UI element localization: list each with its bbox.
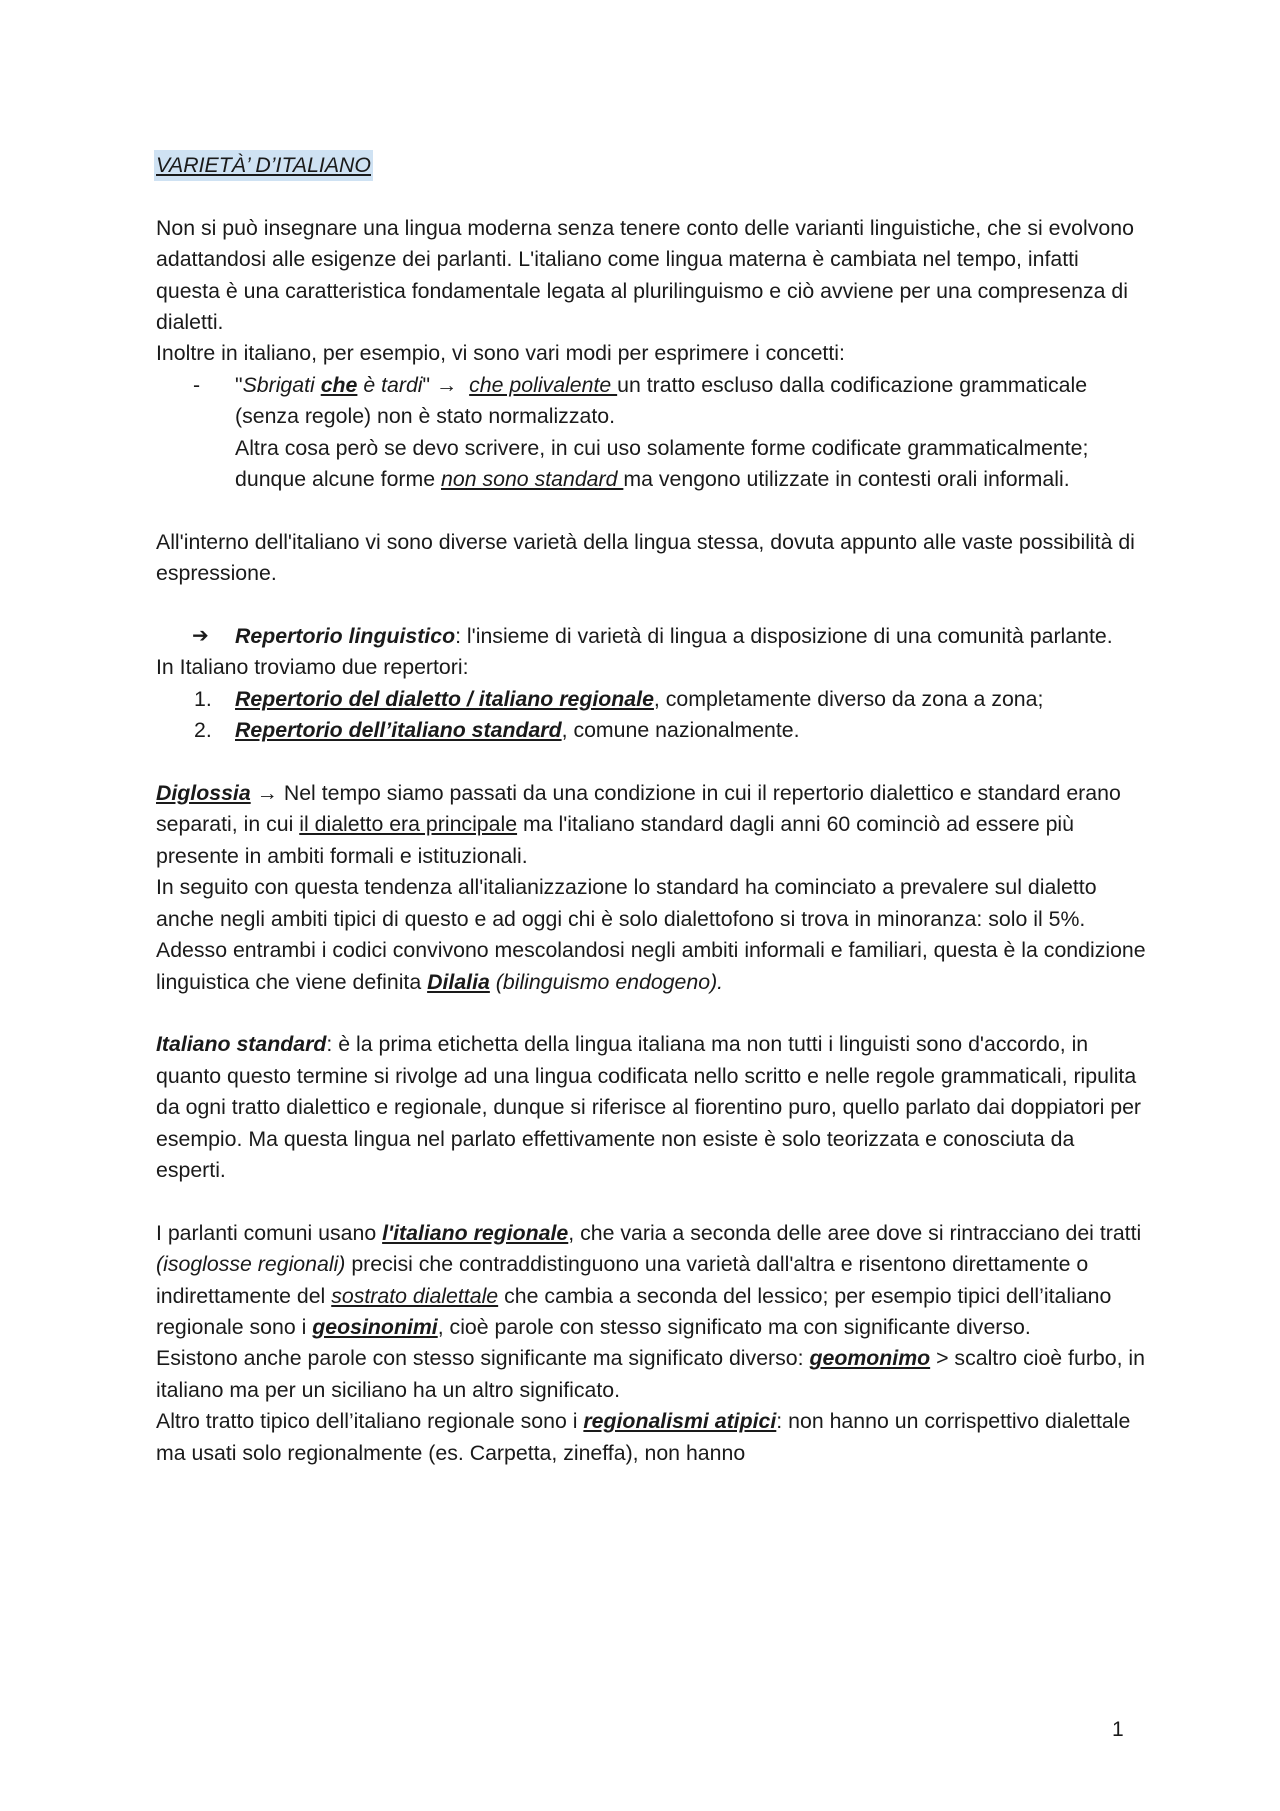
che-polivalente-term: che polivalente (469, 372, 618, 397)
standard-paragraph: Italiano standard: è la prima etichetta della lingua italiana ma non tutti i linguisti sono d'accordo, in quanto questo termine si rivolge ad una lingua codificata nello scritto e nelle regole grammaticali, ripulita da ogni tratto dialettico e regionale, dunque si riferisce al fiorentino puro, quello parlato dai doppiatori per esempio. Ma questa lingua nel parlato effettivamente non esiste è solo teorizzata e conosciuta da esperti. (156, 1032, 1142, 1182)
non-standard-term: non sono standard (441, 467, 624, 492)
intro-paragraph-2: Inoltre in italiano, per esempio, vi sono vari modi per esprimere i concetti: (156, 341, 845, 366)
title-line (156, 150, 1146, 181)
regionalismi-atipici-term: regionalismi atipici (583, 1409, 777, 1434)
varieta-paragraph: All'interno dell'italiano vi sono diverse varietà della lingua stessa, dovuta appunto alle vaste possibilità di espressione. (156, 529, 1135, 586)
example-line: "Sbrigati che è tardi" → che polivalente un tratto escluso dalla codificazione grammaticale (senza regole) non è stato normalizzato. (235, 372, 1088, 429)
geomonimo-paragraph: Esistono anche parole con stesso significante ma significato diverso: geomonimo > scaltro cioè furbo, in italiano ma per un siciliano ha un altro significato. (156, 1346, 1146, 1402)
repertorio-term: Repertorio del dialetto / italiano regionale (235, 686, 654, 711)
arrow-bullet-icon: ➔ (192, 625, 209, 648)
repertorio-term: Repertorio linguistico (235, 624, 456, 649)
arrow-icon: → (436, 372, 458, 397)
italiano-standard-term: Italiano standard (156, 1032, 327, 1057)
atipici-paragraph: Altro tratto tipico dell’italiano regionale sono i regionalismi atipici: non hanno un corrispettivo dialettale ma usati solo regionalmente (es. Carpetta, zineffa), non hanno (156, 1409, 1131, 1465)
regionale-paragraph: I parlanti comuni usano l'italiano regionale, che varia a seconda delle aree dove si rintracciano dei tratti (isoglosse regionali) precisi che contraddistinguono una varietà dall'altra e risentono direttamente o indirettamente del sostrato dialettale che cambia a seconda del lessico; per esempio tipici dell’italiano regionale sono i geosinonimi, cioè parole con stesso significato ma con significante diverso. (156, 1220, 1142, 1339)
diglossia-paragraph-2: In seguito con questa tendenza all'italianizzazione lo standard ha cominciato a prevalere sul dialetto anche negli ambiti tipici di questo e ad oggi chi è solo dialettofono si trova in minoranza: solo il 5%. (156, 875, 1097, 931)
document-title: VARIETÀ’ D’ITALIANO (154, 150, 373, 181)
geomonimo-term: geomonimo (809, 1346, 931, 1371)
che-term: che (320, 372, 358, 397)
diglossia-term: Diglossia (156, 781, 251, 806)
geosinonimi-term: geosinonimi (312, 1314, 438, 1339)
repertorio-term: Repertorio dell’italiano standard (235, 718, 562, 743)
list-number: 2. (194, 718, 212, 743)
diglossia-paragraph: Diglossia → Nel tempo siamo passati da una condizione in cui il repertorio dialettico e standard erano separati, in cui il dialetto era principale ma l'italiano standard dagli anni 60 cominciò ad essere più presente in ambiti formali e istituzionali. (156, 781, 1121, 868)
example-note: Altra cosa però se devo scrivere, in cui uso solamente forme codificate grammaticalmente; dunque alcune forme non sono standard ma vengono utilizzate in contesti orali informali. (235, 435, 1089, 492)
list-number: 1. (194, 686, 212, 711)
diglossia-paragraph-3: Adesso entrambi i codici convivono mescolandosi negli ambiti informali e familiari, questa è la condizione linguistica che viene definita Dilalia (bilinguismo endogeno). (156, 938, 1146, 994)
intro-paragraph: Non si può insegnare una lingua moderna senza tenere conto delle varianti linguistiche, che si evolvono adattandosi alle esigenze dei parlanti. L'italiano come lingua materna è cambiata nel tempo, infatti questa è una caratteristica fondamentale legata al plurilinguismo e ciò avviene per una compresenza di dialetti. (156, 215, 1134, 335)
example-list-item (156, 370, 1146, 496)
repertori-item-2: 2. Repertorio dell’italiano standard, comune nazionalmente. (156, 715, 1146, 746)
repertori-item-1: 1. Repertorio del dialetto / italiano regionale, completamente diverso da zona a zona; (156, 684, 1146, 715)
page-number: 1 (1112, 1718, 1124, 1741)
repertorio-list-item: ➔ Repertorio linguistico: l'insieme di varietà di lingua a disposizione di una comunità parlante. (156, 621, 1146, 652)
repertori-intro: In Italiano troviamo due repertori: (156, 655, 469, 680)
dash-marker: - (193, 372, 201, 397)
sostrato-term: sostrato dialettale (331, 1283, 499, 1308)
document-body (156, 150, 1146, 1469)
italiano-regionale-term: l'italiano regionale (382, 1220, 569, 1245)
dilalia-term: Dilalia (427, 969, 490, 994)
